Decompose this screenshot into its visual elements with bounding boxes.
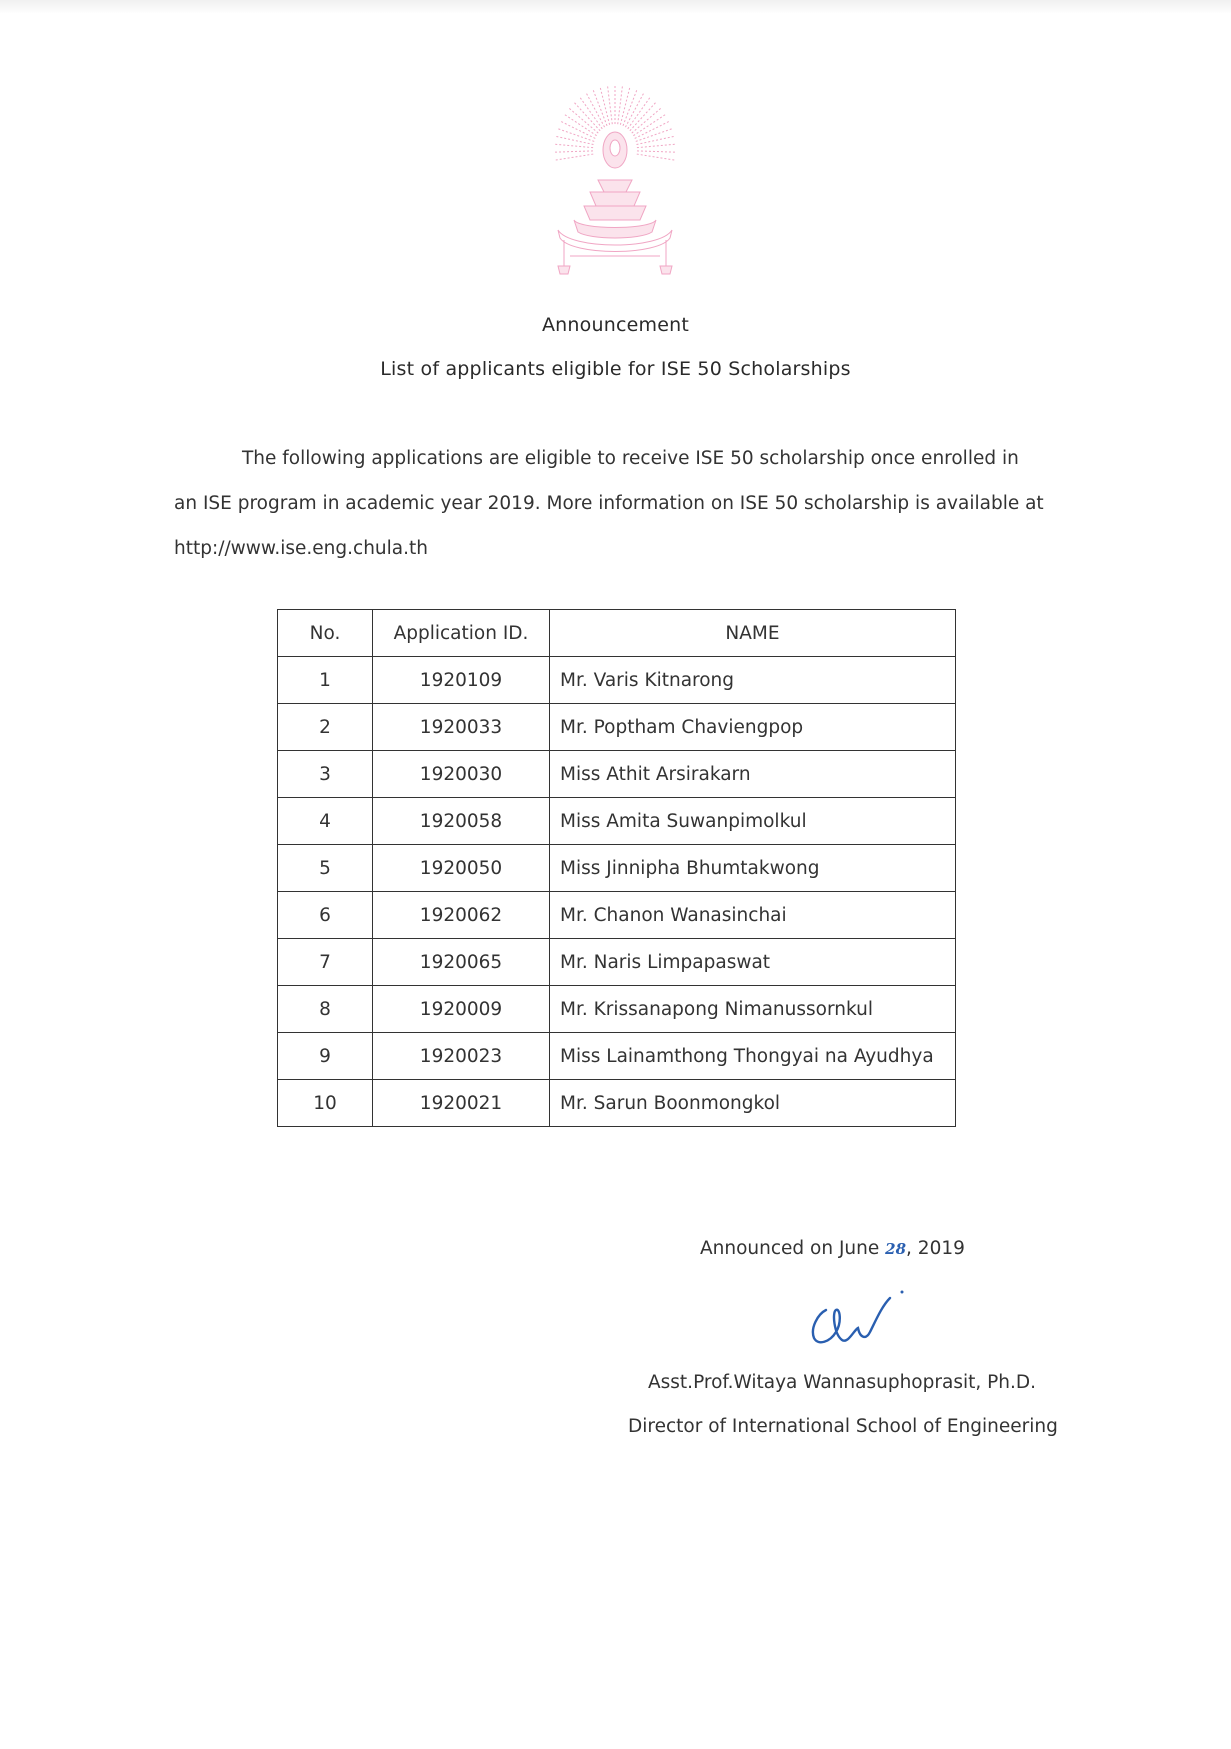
cell-application-id: 1920021	[373, 1080, 550, 1127]
cell-application-id: 1920023	[373, 1033, 550, 1080]
body-line: The following applications are eligible to receive ISE 50 scholarship once enrolled in	[242, 448, 1019, 469]
scholarship-table	[277, 609, 956, 1127]
column-header-application-id: Application ID.	[373, 610, 550, 657]
table-row	[278, 1080, 956, 1127]
table-row	[278, 751, 956, 798]
cell-name: Mr. Sarun Boonmongkol	[550, 1080, 956, 1127]
body-line: an ISE program in academic year 2019. More information on ISE 50 scholarship is available at	[174, 493, 1044, 514]
cell-application-id: 1920058	[373, 798, 550, 845]
cell-no: 4	[278, 798, 373, 845]
table-row	[278, 939, 956, 986]
cell-name: Mr. Naris Limpapaswat	[550, 939, 956, 986]
announcement-date	[700, 1238, 965, 1259]
signature-icon	[790, 1280, 910, 1360]
cell-name: Miss Jinnipha Bhumtakwong	[550, 845, 956, 892]
table-row	[278, 798, 956, 845]
cell-application-id: 1920065	[373, 939, 550, 986]
website-url: http://www.ise.eng.chula.th	[174, 538, 428, 559]
cell-name: Mr. Chanon Wanasinchai	[550, 892, 956, 939]
table-row	[278, 892, 956, 939]
cell-no: 6	[278, 892, 373, 939]
cell-application-id: 1920009	[373, 986, 550, 1033]
cell-no: 2	[278, 704, 373, 751]
announced-prefix: Announced on June	[700, 1238, 886, 1259]
cell-name: Miss Athit Arsirakarn	[550, 751, 956, 798]
cell-name: Miss Lainamthong Thongyai na Ayudhya	[550, 1033, 956, 1080]
table-row	[278, 704, 956, 751]
cell-no: 8	[278, 986, 373, 1033]
cell-name: Mr. Poptham Chaviengpop	[550, 704, 956, 751]
table-row	[278, 845, 956, 892]
cell-no: 7	[278, 939, 373, 986]
body-paragraph	[174, 436, 1060, 571]
cell-application-id: 1920109	[373, 657, 550, 704]
table-row	[278, 986, 956, 1033]
cell-no: 3	[278, 751, 373, 798]
university-crest-icon	[540, 80, 690, 280]
cell-name: Mr. Krissanapong Nimanussornkul	[550, 986, 956, 1033]
announcement-subtitle: List of applicants eligible for ISE 50 Scholarships	[380, 358, 851, 380]
cell-name: Miss Amita Suwanpimolkul	[550, 798, 956, 845]
cell-name: Mr. Varis Kitnarong	[550, 657, 956, 704]
table-header-row	[278, 610, 956, 657]
column-header-name: NAME	[550, 610, 956, 657]
cell-no: 1	[278, 657, 373, 704]
handwritten-day: 28	[885, 1240, 907, 1258]
cell-no: 5	[278, 845, 373, 892]
column-header-no: No.	[278, 610, 373, 657]
announced-suffix: , 2019	[906, 1238, 965, 1259]
table-row	[278, 657, 956, 704]
table-row	[278, 1033, 956, 1080]
cell-application-id: 1920050	[373, 845, 550, 892]
cell-application-id: 1920033	[373, 704, 550, 751]
cell-no: 9	[278, 1033, 373, 1080]
signer-title: Director of International School of Engineering	[628, 1416, 1058, 1437]
cell-no: 10	[278, 1080, 373, 1127]
announcement-title: Announcement	[541, 314, 689, 336]
cell-application-id: 1920030	[373, 751, 550, 798]
signer-name: Asst.Prof.Witaya Wannasuphoprasit, Ph.D.	[648, 1372, 1036, 1393]
cell-application-id: 1920062	[373, 892, 550, 939]
